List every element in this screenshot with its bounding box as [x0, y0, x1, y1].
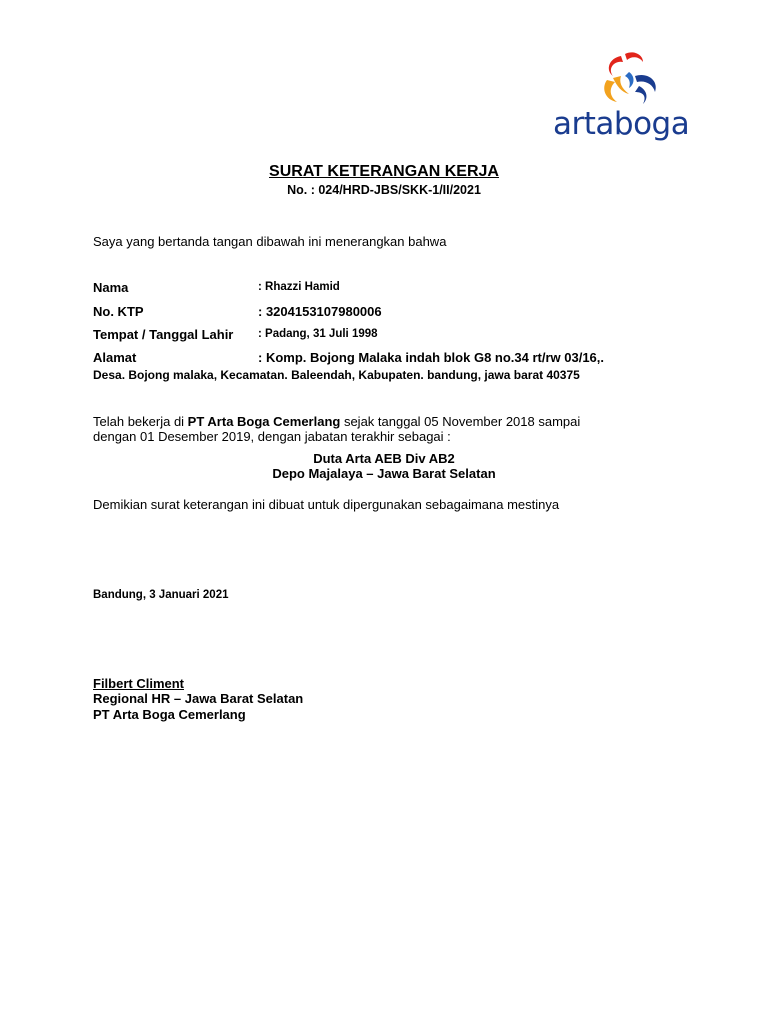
position-title: Duta Arta AEB Div AB2 — [313, 451, 455, 466]
employment-company: PT Arta Boga Cemerlang — [187, 414, 341, 429]
place-date: Bandung, 3 Januari 2021 — [93, 589, 229, 601]
logo-wordmark: artaboga — [553, 106, 690, 142]
field-label-ttl: Tempat / Tanggal Lahir — [93, 327, 234, 342]
field-value-ktp: : 3204153107980006 — [258, 304, 382, 319]
field-value-nama: : Rhazzi Hamid — [258, 281, 340, 293]
field-label-ktp: No. KTP — [93, 304, 144, 319]
document-title: SURAT KETERANGAN KERJA — [269, 163, 499, 180]
employment-suffix: sejak tanggal 05 November 2018 sampai — [340, 414, 581, 429]
employment-line1 — [93, 414, 580, 429]
signatory-role: Regional HR – Jawa Barat Selatan — [93, 691, 304, 706]
intro-text: Saya yang bertanda tangan dibawah ini menerangkan bahwa — [93, 234, 447, 249]
company-logo — [553, 50, 708, 152]
position-location: Depo Majalaya – Jawa Barat Selatan — [272, 466, 496, 481]
field-value-ttl: : Padang, 31 Juli 1998 — [258, 328, 378, 340]
employment-line2: dengan 01 Desember 2019, dengan jabatan terakhir sebagai : — [93, 429, 451, 444]
signatory-name: Filbert Climent — [93, 676, 185, 691]
signatory-company: PT Arta Boga Cemerlang — [93, 707, 246, 722]
field-label-alamat: Alamat — [93, 350, 137, 365]
field-value-alamat-line2: Desa. Bojong malaka, Kecamatan. Baleendah, Kabupaten. bandung, jawa barat 40375 — [93, 368, 580, 382]
field-label-nama: Nama — [93, 280, 129, 295]
employment-prefix: Telah bekerja di — [93, 414, 188, 429]
closing-text: Demikian surat keterangan ini dibuat untuk dipergunakan sebagaimana mestinya — [93, 497, 560, 512]
document-number: No. : 024/HRD-JBS/SKK-1/II/2021 — [287, 183, 481, 197]
field-value-alamat: : Komp. Bojong Malaka indah blok G8 no.34 rt/rw 03/16,. — [258, 350, 605, 365]
artaboga-swirl-icon — [599, 50, 663, 108]
